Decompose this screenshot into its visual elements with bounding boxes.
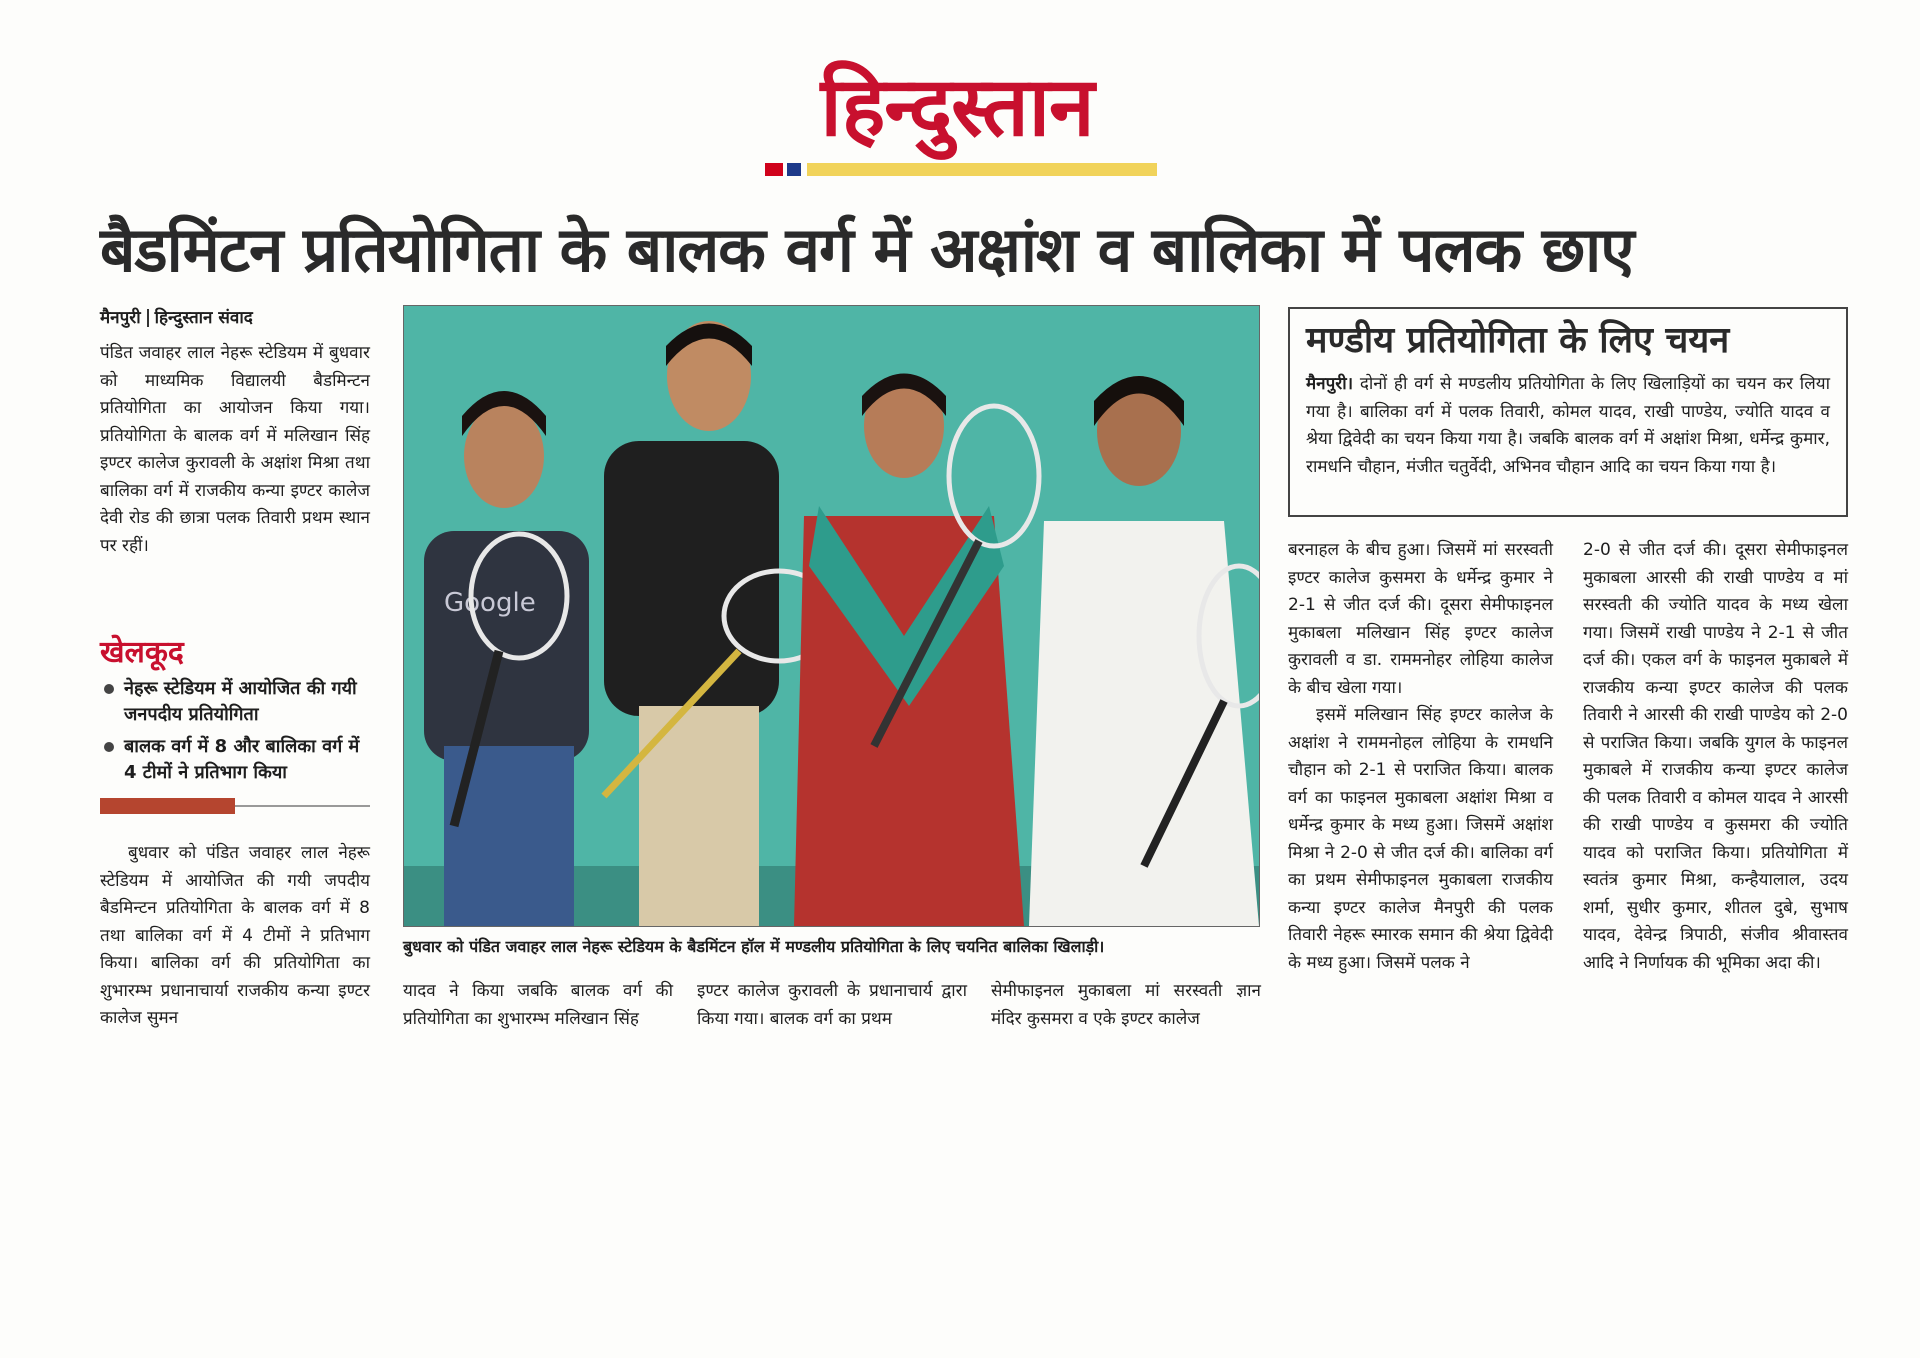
byline [100,306,380,330]
photo-caption: बुधवार को पंडित जवाहर लाल नेहरू स्टेडियम के बैडमिंटन हॉल में मण्डलीय प्रतियोगिता के लिए चयनित बालिका खिलाड़ी। [403,937,1105,956]
byline-divider [147,309,149,327]
body-column-6 [1583,537,1848,977]
body-column-3 [697,978,967,1033]
masthead-red-square [765,163,783,176]
bullet-icon [104,742,114,752]
section-label: खेलकूद [100,635,184,670]
masthead-logo: हिन्दुस्तान [820,59,1094,155]
highlight-item: बालक वर्ग में 8 और बालिका वर्ग में 4 टीमों ने प्रतिभाग किया [100,734,370,786]
masthead-blue-square [787,163,801,176]
section-divider-line [235,805,370,807]
sidebar-box-lead: मैनपुरी। [1306,374,1354,394]
body-text-4: सेमीफाइनल मुकाबला मां सरस्वती ज्ञान मंदिर कुसमरा व एके इण्टर कालेज [991,981,1261,1029]
sidebar-box-body: दोनों ही वर्ग से मण्डलीय प्रतियोगिता के लिए खिलाड़ियों का चयन कर लिया गया है। बालिका वर्ग में पलक तिवारी, कोमल यादव, राखी पाण्डेय, ज्योति यादव व श्रेया द्विवेदी का चयन किया गया है। जबकि बालक वर्ग में अक्षांश मिश्रा, धर्मेन्द्र कुमार, रामधनि चौहान, मंजीत चतुर्वेदी, अभिनव चौहान आदि का चयन किया गया है। [1306,374,1830,477]
intro-text: पंडित जवाहर लाल नेहरू स्टेडियम में बुधवार को माध्यमिक विद्यालयी बैडमिन्टन प्रतियोगिता का आयोजन किया गया। प्रतियोगिता के बालक वर्ग में मलिखान सिंह इण्टर कालेज कुरावली के अक्षांश मिश्रा तथा बालिका वर्ग में राजकीय कन्या इण्टर कालेज देवी रोड की छात्रा पलक तिवारी प्रथम स्थान पर रहीं। [100,343,370,556]
byline-agency: हिन्दुस्तान संवाद [154,308,253,328]
body-column-5 [1288,537,1553,977]
byline-place: मैनपुरी [100,308,141,328]
article-headline: बैडमिंटन प्रतियोगिता के बालक वर्ग में अक्षांश व बालिका में पलक छाए [100,213,1634,286]
body-text-2: यादव ने किया जबकि बालक वर्ग की प्रतियोगिता का शुभारम्भ मलिखान सिंह [403,981,673,1029]
highlight-item: नेहरू स्टेडियम में आयोजित की गयी जनपदीय प्रतियोगिता [100,676,370,728]
body-text-1: बुधवार को पंडित जवाहर लाल नेहरू स्टेडियम में आयोजित की गयी जपदीय बैडमिन्टन प्रतियोगिता के बालक वर्ग में 8 तथा बालिका वर्ग में 4 टीमों ने प्रतिभाग किया। बालिका वर्ग की प्रतियोगिता का शुभारम्भ प्रधानाचार्या राजकीय कन्या इण्टर कालेज सुमन [100,843,370,1028]
shirt-text: Google [444,588,536,618]
body-column-4 [991,978,1261,1033]
intro-paragraph [100,340,370,560]
masthead-yellow-bar [807,163,1157,176]
photo-illustration [404,306,1259,926]
body-column-1 [100,840,370,1033]
body-column-2 [403,978,673,1033]
body-text-5b: इसमें मलिखान सिंह इण्टर कालेज के अक्षांश ने राममनोहल लोहिया के रामधनि चौहान को 2-1 से पराजित किया। बालक वर्ग का फाइनल मुकाबला अक्षांश मिश्रा व धर्मेन्द्र कुमार के मध्य हुआ। जिसमें अक्षांश मिश्रा ने 2-0 से जीत दर्ज की। बालिका वर्ग का प्रथम सेमीफाइनल मुकाबला राजकीय कन्या इण्टर कालेज मैनपुरी की पलक तिवारी नेहरू स्मारक समान की श्रेया द्विवेदी के मध्य हुआ। जिसमें पलक ने [1288,705,1553,973]
bullet-icon [104,684,114,694]
body-text-6: 2-0 से जीत दर्ज की। दूसरा सेमीफाइनल मुकाबला आरसी की राखी पाण्डेय व मां सरस्वती की ज्योति यादव के मध्य खेला गया। जिसमें राखी पाण्डेय ने 2-1 से जीत दर्ज की। एकल वर्ग के फाइनल मुकाबले में राजकीय कन्या इण्टर कालेज की पलक तिवारी ने आरसी की राखी पाण्डेय को 2-0 से पराजित किया। जबकि युगल के फाइनल मुकाबले में राजकीय कन्या इण्टर कालेज की पलक तिवारी व कोमल यादव ने आरसी की राखी पाण्डेय व कुसमरा की ज्योति यादव को पराजित किया। प्रतियोगिता में स्वतंत्र कुमार मिश्रा, कन्हैयालाल, उदय शर्मा, सुधीर कुमार, शीतल दुबे, सुभाष यादव, देवेन्द्र त्रिपाठी, संजीव श्रीवास्तव आदि ने निर्णायक की भूमिका अदा की। [1583,540,1848,973]
selection-sidebar-box [1288,307,1848,517]
body-text-5a: बरनाहल के बीच हुआ। जिसमें मां सरस्वती इण्टर कालेज कुसमरा के धर्मेन्द्र कुमार ने 2-1 से जीत दर्ज की। दूसरा सेमीफाइनल मुकाबला मलिखान सिंह इण्टर कालेज कुरावली व डा. राममनोहर लोहिया कालेज के बीच खेला गया। [1288,540,1553,698]
sidebar-box-text [1306,371,1830,481]
newspaper-masthead [757,55,1157,180]
highlights-list [100,676,370,792]
section-divider-accent [100,798,235,814]
news-photo [403,305,1260,927]
sidebar-box-title: मण्डीय प्रतियोगिता के लिए चयन [1306,320,1730,361]
body-text-3: इण्टर कालेज कुरावली के प्रधानाचार्य द्वारा किया गया। बालक वर्ग का प्रथम [697,981,967,1029]
